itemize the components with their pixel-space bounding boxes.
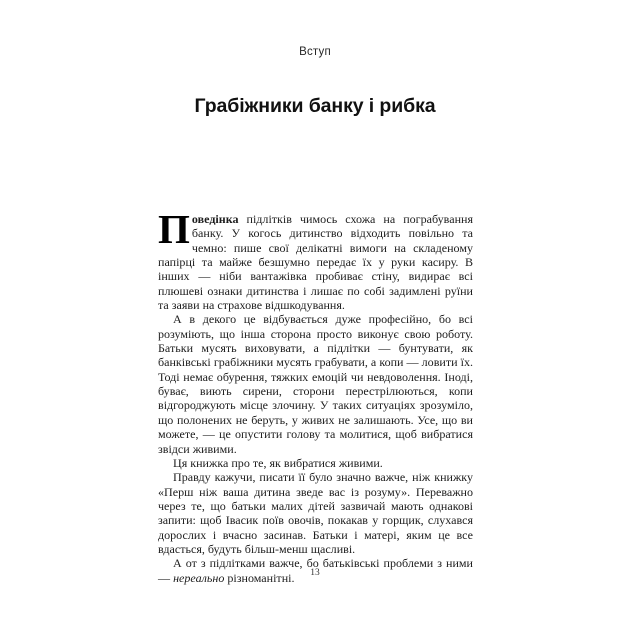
paragraph-5-emphasis: нереально xyxy=(173,570,225,585)
chapter-title: Грабіжники банку і рибка xyxy=(194,95,436,118)
paragraph-1 xyxy=(158,206,473,313)
lead-in-text: оведінка xyxy=(191,212,239,226)
page-number: 13 xyxy=(310,568,320,578)
body-text xyxy=(158,206,473,585)
paragraph-1-text: підлітків чимось схожа на пограбування банку. У когось дитинство відходить повільно та чемно: пише свої делікатні вимоги на складеному папірці та майже безшумно передає їх у руки касиру. В інших — ніби вантажівка пробиває стіну, видирає всі плюшеві ознаки дитинства і лишає по собі задимлені руїни та заяви на страхове відшкодування. xyxy=(158,212,473,313)
paragraph-4-text: Правду кажучи, писати її було значно важче, ніж книжку «Перш ніж ваша дитина зведе вас із розуму». Переважно через те, що батьки малих дітей зазвичай мають однакові запити: щоб Івасик поїв овочів, покакав у горщик, слухався дорослих і вчасно засинав. Батьки і матері, яким це все вдасться, будуть більш-менш щасливі. xyxy=(158,470,473,556)
paragraph-5-suffix: різноманітні. xyxy=(224,570,295,585)
paragraph-4 xyxy=(158,470,473,556)
section-label: Вступ xyxy=(299,46,331,58)
drop-cap: П xyxy=(158,206,190,252)
paragraph-3 xyxy=(158,456,473,470)
paragraph-5-prefix: А от з підлітками важче, бо батьківські проблеми з ними — xyxy=(158,556,473,585)
paragraph-2-text: А в декого це відбувається дуже професійно, бо всі розуміють, що інша сторона просто виконує свою роботу. Батьки мусять виховувати, а підлітки — бунтувати, як банківські грабіжники мусять грабувати, а копи — ловити їх. Тоді немає обурення, тяжких емоцій чи невдоволення. Іноді, буває, виють сирени, сторони перестрілюються, копи відгороджують місце злочину. У таких ситуаціях зрозуміло, що полонених не беруть, у живих не залишають. Усе, що ви можете, — це опустити голову та молитися, щоб вибратися звідси живими. xyxy=(158,312,473,456)
paragraph-2 xyxy=(158,312,473,455)
paragraph-3-text: Ця книжка про те, як вибратися живими. xyxy=(173,455,383,470)
